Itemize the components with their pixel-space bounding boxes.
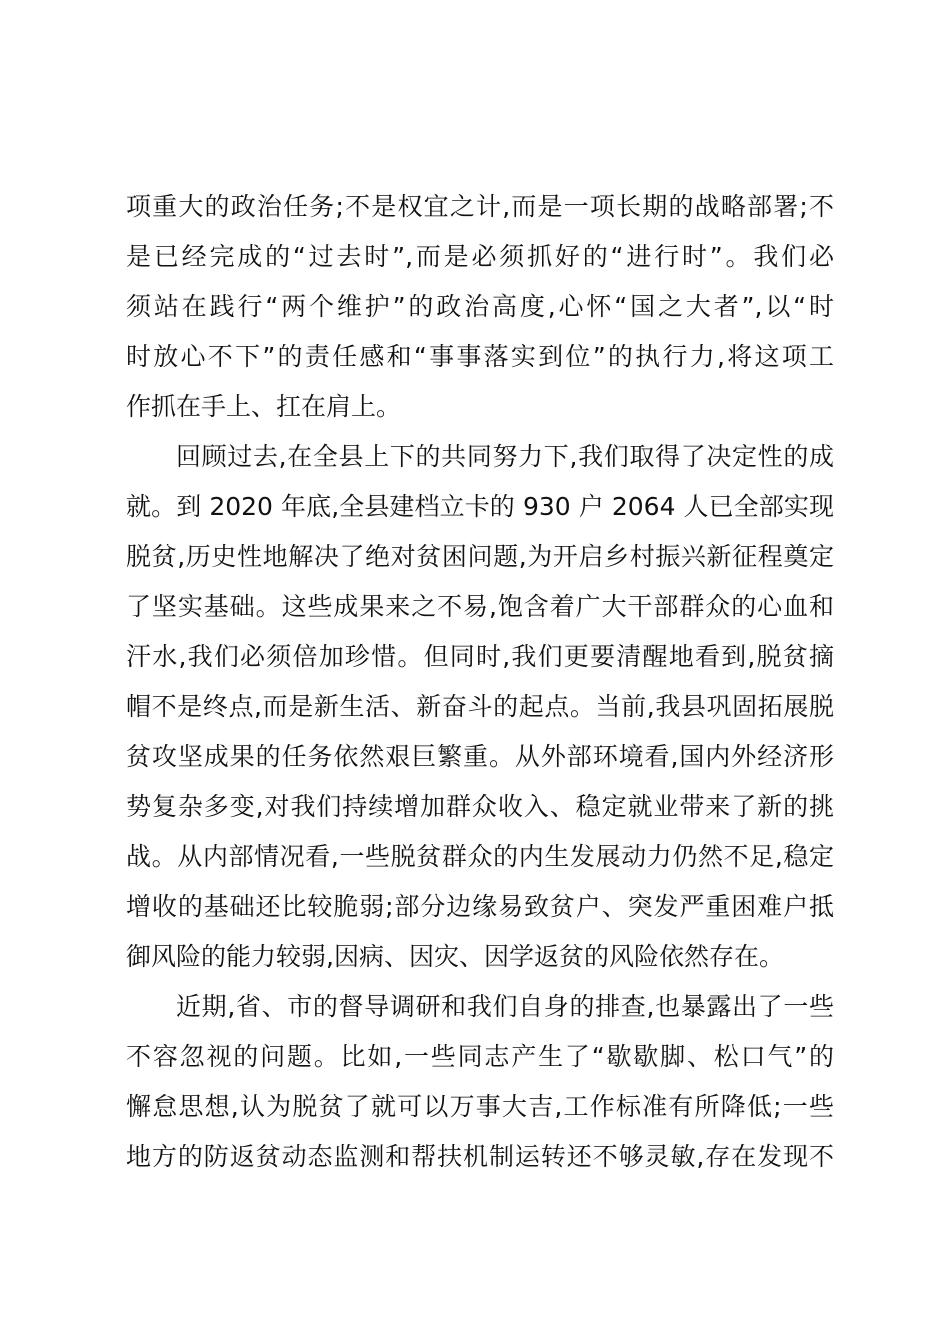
text-line: 战。从内部情况看,一些脱贫群众的内生发展动力仍然不足,稳定: [126, 842, 834, 871]
text-line: 势复杂多变,对我们持续增加群众收入、稳定就业带来了新的挑: [126, 792, 834, 821]
text-line: 贫攻坚成果的任务依然艰巨繁重。从外部环境看,国内外经济形: [126, 742, 834, 771]
paragraph-2: [126, 432, 834, 982]
text-line: 须站在践行“两个维护”的政治高度,心怀“国之大者”,以“时: [126, 292, 834, 321]
text-line: 了坚实基础。这些成果来之不易,饱含着广大干部群众的心血和: [126, 592, 834, 621]
paragraph-1: [126, 182, 834, 432]
text-line: 近期,省、市的督导调研和我们自身的排查,也暴露出了一些: [176, 992, 834, 1021]
text-line: 时放心不下”的责任感和“事事落实到位”的执行力,将这项工: [126, 342, 834, 371]
text-line: 是已经完成的“过去时”,而是必须抓好的“进行时”。我们必: [126, 242, 834, 271]
paragraph-3: [126, 982, 834, 1182]
text-line: 地方的防返贫动态监测和帮扶机制运转还不够灵敏,存在发现不: [126, 1142, 834, 1171]
text-line: 帽不是终点,而是新生活、新奋斗的起点。当前,我县巩固拓展脱: [126, 692, 834, 721]
text-line: 不容忽视的问题。比如,一些同志产生了“歇歇脚、松口气”的: [126, 1042, 834, 1071]
text-line: 项重大的政治任务;不是权宜之计,而是一项长期的战略部署;不: [126, 192, 834, 221]
text-line: 作抓在手上、扛在肩上。: [126, 392, 402, 421]
text-line: 御风险的能力较弱,因病、因灾、因学返贫的风险依然存在。: [126, 942, 784, 971]
text-line: 脱贫,历史性地解决了绝对贫困问题,为开启乡村振兴新征程奠定: [126, 542, 834, 571]
text-line: 懈怠思想,认为脱贫了就可以万事大吉,工作标准有所降低;一些: [126, 1092, 834, 1121]
document-body: [126, 182, 834, 1182]
text-line: 就。到 2020 年底,全县建档立卡的 930 户 2064 人已全部实现: [126, 492, 834, 521]
text-line: 回顾过去,在全县上下的共同努力下,我们取得了决定性的成: [176, 442, 834, 471]
text-line: 汗水,我们必须倍加珍惜。但同时,我们更要清醒地看到,脱贫摘: [126, 642, 834, 671]
text-line: 增收的基础还比较脆弱;部分边缘易致贫户、突发严重困难户抵: [126, 892, 834, 921]
